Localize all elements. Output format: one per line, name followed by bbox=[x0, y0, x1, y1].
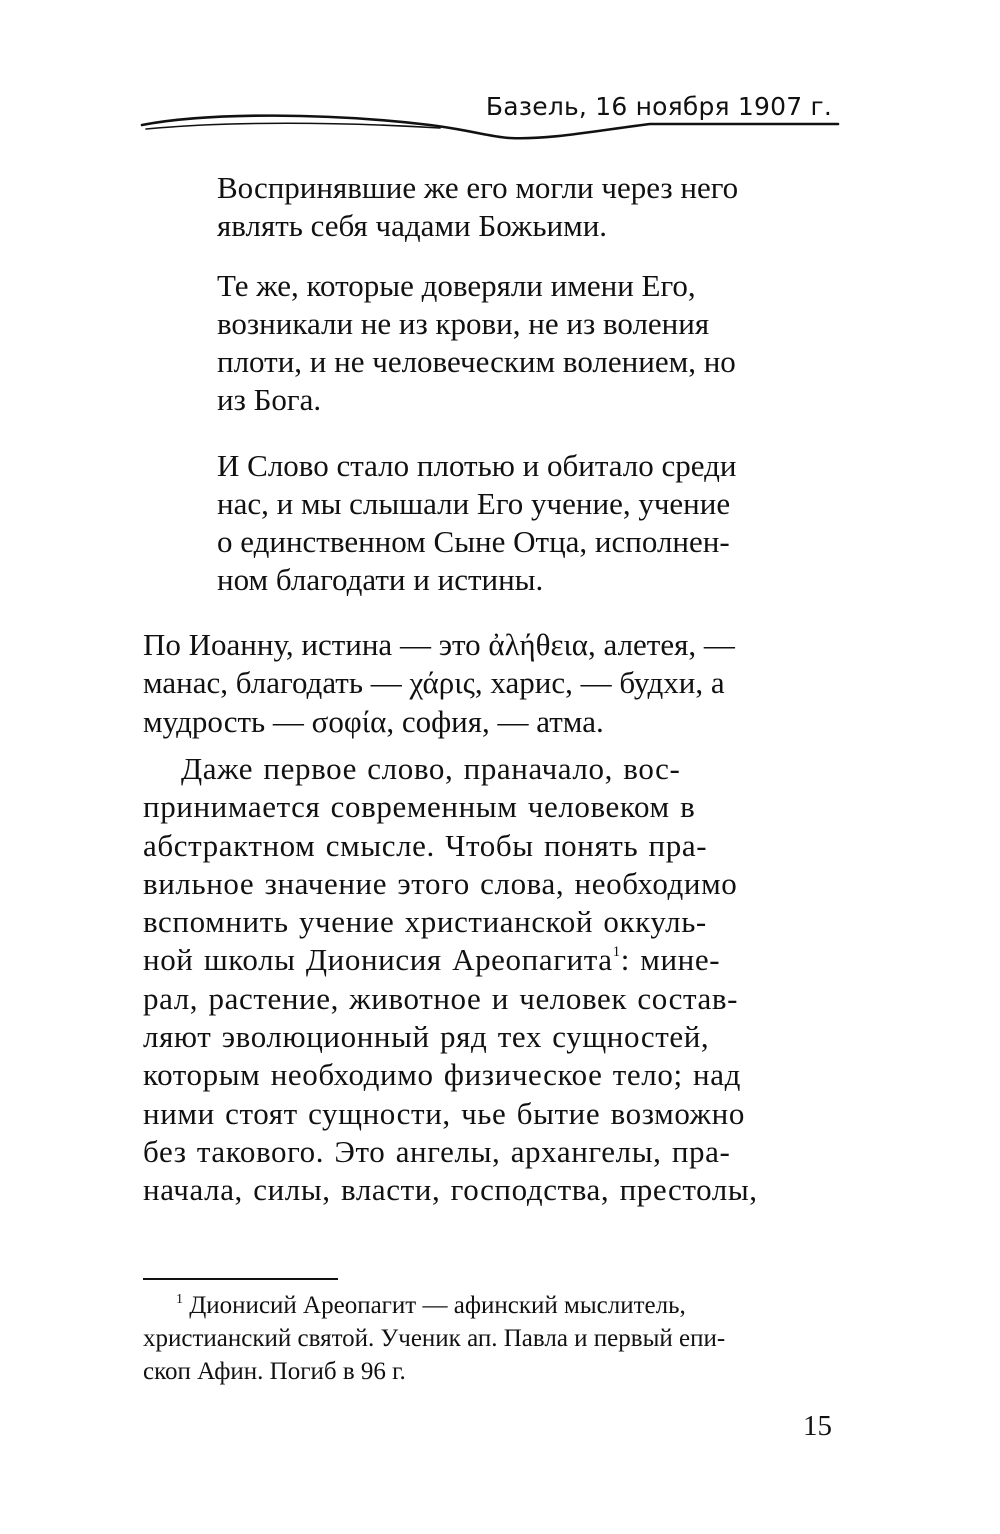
verse-line: плоти, и не человеческим волением, но bbox=[217, 344, 736, 379]
footnote-mark: 1 bbox=[176, 1292, 183, 1307]
body-line: По Иоанну, истина — это ἀλήθεια, алетея, — bbox=[143, 627, 735, 662]
footnote-line bbox=[143, 1289, 833, 1322]
body-line: без такового. Это ангелы, архангелы, пра- bbox=[143, 1133, 731, 1169]
body-line-text: : мине- bbox=[620, 942, 721, 978]
verse-line: Воспринявшие же его могли через него bbox=[217, 170, 739, 205]
verse-line: И Слово стало плотью и обитало среди bbox=[217, 448, 737, 483]
body-line: начала, силы, власти, господства, престолы, bbox=[143, 1172, 758, 1208]
body-line: вспомнить учение христианской оккуль- bbox=[143, 904, 707, 940]
body-paragraph bbox=[143, 750, 833, 1210]
footnote-line: христианский святой. Ученик ап. Павла и первый епи- bbox=[143, 1325, 726, 1352]
body-line: Даже первое слово, праначало, вос- bbox=[181, 751, 681, 786]
verse-line: о единственном Сыне Отца, исполнен- bbox=[217, 524, 730, 559]
body-line: рал, растение, животное и человек состав- bbox=[143, 980, 739, 1016]
footnote bbox=[143, 1289, 833, 1388]
verse-line: являть себя чадами Божьими. bbox=[217, 208, 608, 243]
body-line: манас, благодать — χάρις, харис, — будхи, а bbox=[143, 665, 725, 701]
running-head: Базель, 16 ноября 1907 г. bbox=[485, 92, 832, 121]
verse-block bbox=[217, 169, 797, 245]
body-paragraph bbox=[143, 626, 833, 741]
footnote-line: скоп Афин. Погиб в 96 г. bbox=[143, 1358, 406, 1385]
body-line-text: ной школы Дионисия Ареопагита bbox=[143, 942, 613, 978]
page-number: 15 bbox=[803, 1410, 832, 1442]
body-line: абстрактном смысле. Чтобы понять пра- bbox=[143, 827, 708, 863]
body-line: мудрость — σοφία, софия, — атма. bbox=[143, 703, 604, 739]
footnote-text: Дионисий Ареопагит — афинский мыслитель, bbox=[183, 1292, 686, 1319]
footnote-reference[interactable]: 1 bbox=[612, 944, 621, 961]
ornamental-swash bbox=[142, 116, 838, 139]
verse-line: Те же, которые доверяли имени Его, bbox=[217, 268, 696, 303]
body-line-with-footnote-ref bbox=[143, 941, 833, 979]
verse-line: из Бога. bbox=[217, 382, 322, 417]
verse-block bbox=[217, 267, 797, 419]
footnote-separator bbox=[143, 1278, 338, 1280]
body-line: которым необходимо физическое тело; над bbox=[143, 1057, 741, 1093]
verse-line: ном благодати и истины. bbox=[217, 562, 544, 597]
verse-line: возникали не из крови, не из воления bbox=[217, 306, 710, 341]
verse-line: нас, и мы слышали Его учение, учение bbox=[217, 486, 731, 521]
ornamental-head-rule bbox=[140, 108, 840, 148]
verse-block bbox=[217, 447, 797, 599]
body-line: принимается современным человеком в bbox=[143, 789, 696, 825]
body-line: вильное значение этого слова, необходимо bbox=[143, 865, 738, 901]
ornamental-swash-underline bbox=[146, 123, 440, 129]
body-line: ляют эволюционный ряд тех сущностей, bbox=[143, 1019, 710, 1055]
body-line: ними стоят сущности, чье бытие возможно bbox=[143, 1095, 745, 1131]
